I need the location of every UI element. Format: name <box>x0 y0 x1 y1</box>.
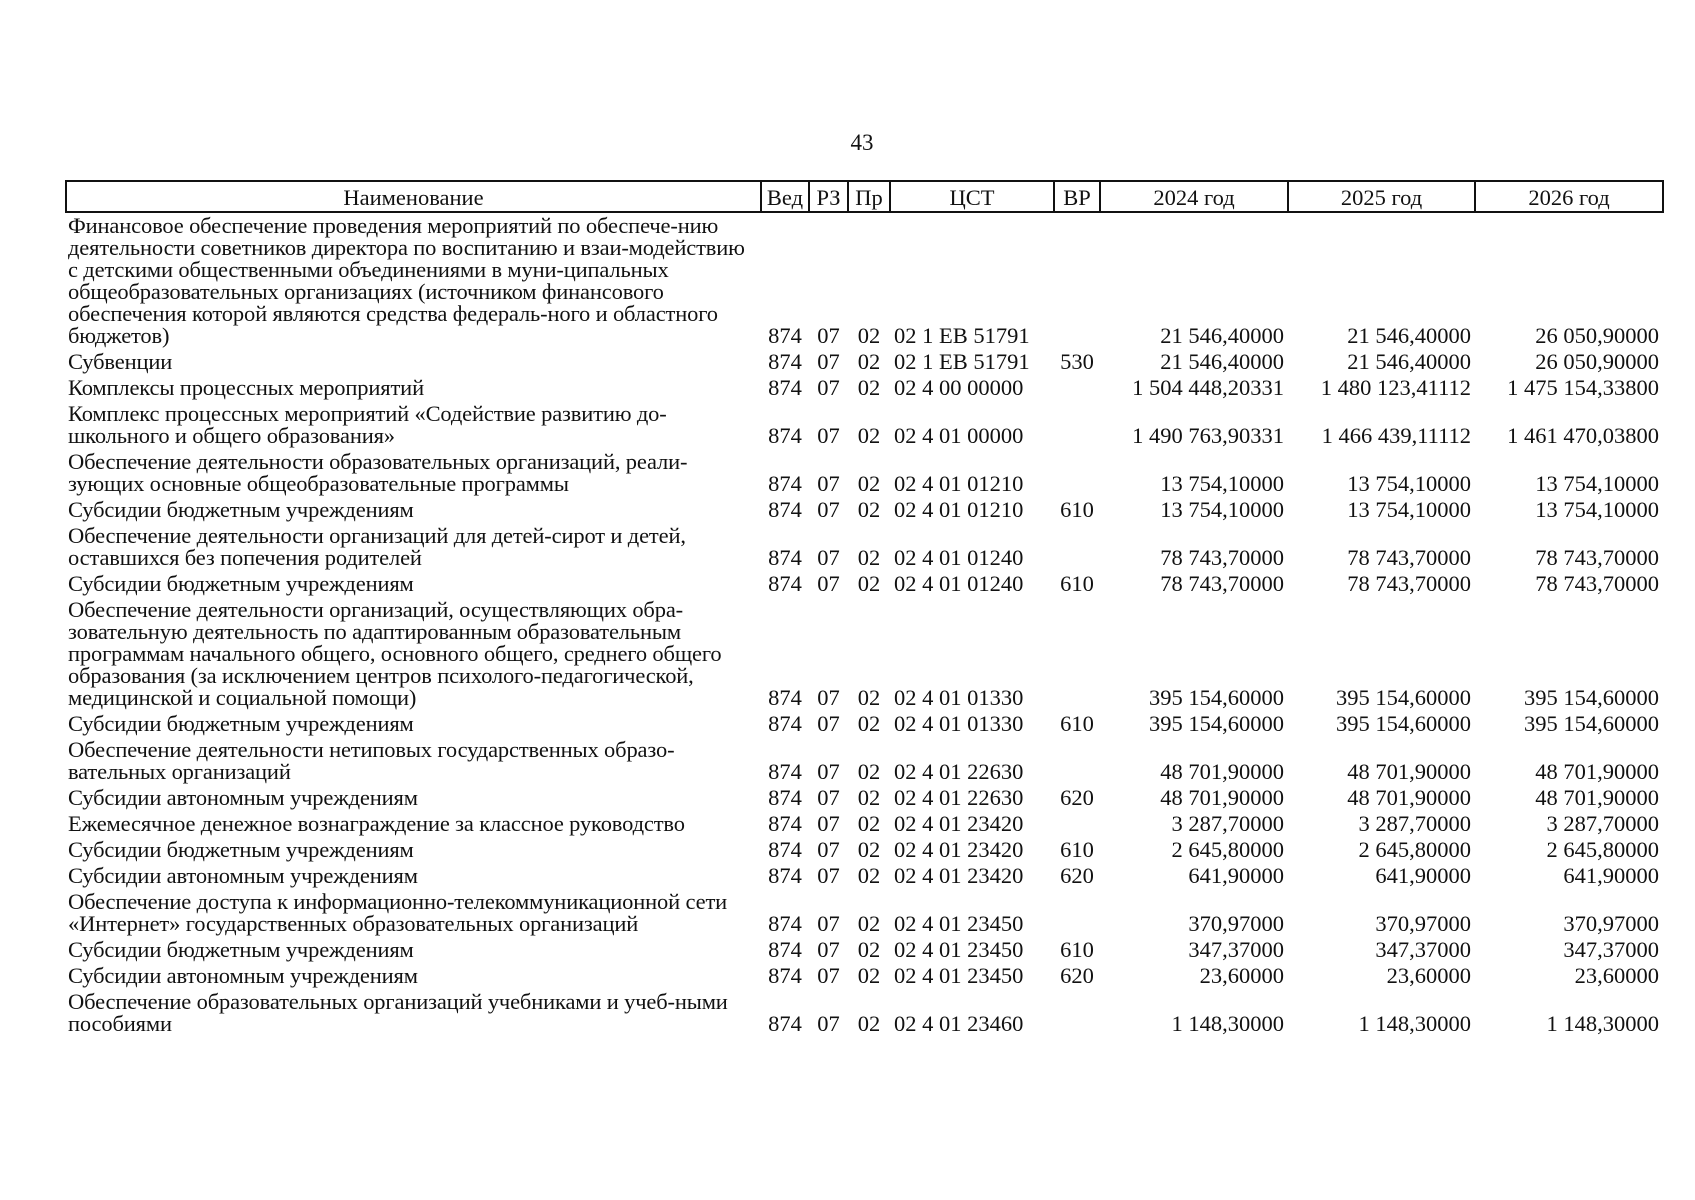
row-value-2025: 21 546,40000 <box>1347 349 1471 374</box>
row-value-2025: 48 701,90000 <box>1347 759 1471 784</box>
row-ved: 874 <box>768 711 802 736</box>
row-pr: 02 <box>857 1011 881 1036</box>
row-ved: 874 <box>768 423 802 448</box>
row-rz: 07 <box>817 375 840 400</box>
row-value-2026: 26 050,90000 <box>1535 323 1659 348</box>
row-ved: 874 <box>768 375 802 400</box>
budget-table <box>65 180 1664 1037</box>
row-cst: 02 4 01 01210 <box>894 497 1024 522</box>
row-value-2025: 78 743,70000 <box>1347 545 1471 570</box>
row-cst: 02 4 01 22630 <box>894 785 1024 810</box>
row-vr <box>1054 737 1100 785</box>
row-value-2026: 1 148,30000 <box>1546 1011 1659 1036</box>
row-rz: 07 <box>817 685 840 710</box>
row-value-2025: 347,37000 <box>1375 937 1471 962</box>
row-value-2025: 21 546,40000 <box>1347 323 1471 348</box>
row-cst: 02 4 01 23450 <box>894 937 1024 962</box>
row-cst: 02 4 01 01330 <box>894 685 1024 710</box>
row-pr: 02 <box>857 349 881 374</box>
row-ved: 874 <box>768 471 802 496</box>
row-name: Субсидии бюджетным учреждениям <box>68 937 414 962</box>
row-name: Обеспечение деятельности организаций, осуществляющих обра-зовательную деятельность по адаптированным образовательным программам начального общего, основного общего, среднего общего образования (за исключением центров психолого-педагогической, медицинской и социальной помощи) <box>68 597 722 710</box>
row-value-2026: 78 743,70000 <box>1535 545 1659 570</box>
row-name: Обеспечение доступа к информационно-телекоммуникационной сети «Интернет» государственных образовательных организаций <box>68 889 728 936</box>
row-vr: 610 <box>1060 711 1094 736</box>
row-cst: 02 4 01 01240 <box>894 571 1024 596</box>
row-value-2024: 21 546,40000 <box>1160 349 1284 374</box>
row-ved: 874 <box>768 571 802 596</box>
row-value-2025: 78 743,70000 <box>1347 571 1471 596</box>
row-cst: 02 4 01 23450 <box>894 911 1024 936</box>
row-name: Обеспечение деятельности нетиповых государственных образо-вательных организаций <box>68 737 675 784</box>
row-value-2025: 395 154,60000 <box>1336 711 1471 736</box>
row-name: Финансовое обеспечение проведения мероприятий по обеспече-нию деятельности советников директора по воспитанию и взаи-модействию с детскими общественными объединениями в муни-ципальных общеобразовательных организациях (источником финансового обеспечения которой являются средства федераль-ного и областного бюджетов) <box>68 213 745 348</box>
row-pr: 02 <box>857 545 881 570</box>
row-rz: 07 <box>817 423 840 448</box>
row-cst: 02 1 EВ 51791 <box>894 349 1030 374</box>
row-value-2025: 13 754,10000 <box>1347 471 1471 496</box>
row-vr <box>1054 811 1100 837</box>
row-pr: 02 <box>857 711 881 736</box>
row-rz: 07 <box>817 349 840 374</box>
table-body <box>66 212 1663 1037</box>
table-row <box>66 889 1663 937</box>
table-row <box>66 523 1663 571</box>
row-value-2024: 370,97000 <box>1188 911 1284 936</box>
row-ved: 874 <box>768 545 802 570</box>
row-value-2026: 26 050,90000 <box>1535 349 1659 374</box>
row-pr: 02 <box>857 471 881 496</box>
row-pr: 02 <box>857 863 881 888</box>
row-value-2024: 641,90000 <box>1188 863 1284 888</box>
row-value-2024: 3 287,70000 <box>1171 811 1284 836</box>
row-rz: 07 <box>817 545 840 570</box>
row-vr <box>1054 523 1100 571</box>
row-value-2024: 48 701,90000 <box>1160 785 1284 810</box>
row-value-2024: 78 743,70000 <box>1160 571 1284 596</box>
row-value-2026: 347,37000 <box>1563 937 1659 962</box>
row-value-2025: 3 287,70000 <box>1358 811 1471 836</box>
table-row <box>66 737 1663 785</box>
header-rz: РЗ <box>809 181 848 212</box>
row-value-2024: 13 754,10000 <box>1160 471 1284 496</box>
row-vr <box>1054 889 1100 937</box>
row-value-2026: 48 701,90000 <box>1535 785 1659 810</box>
row-vr: 530 <box>1060 349 1094 374</box>
row-rz: 07 <box>817 711 840 736</box>
table-row <box>66 837 1663 863</box>
row-pr: 02 <box>857 685 881 710</box>
row-pr: 02 <box>857 571 881 596</box>
row-value-2026: 395 154,60000 <box>1524 685 1659 710</box>
row-name: Обеспечение образовательных организаций учебниками и учеб-ными пособиями <box>68 989 728 1036</box>
row-value-2024: 347,37000 <box>1188 937 1284 962</box>
row-pr: 02 <box>857 323 881 348</box>
row-rz: 07 <box>817 937 840 962</box>
row-vr <box>1054 449 1100 497</box>
row-vr <box>1054 375 1100 401</box>
row-value-2024: 1 490 763,90331 <box>1132 423 1284 448</box>
row-cst: 02 4 01 01330 <box>894 711 1024 736</box>
header-pr: Пр <box>848 181 890 212</box>
row-rz: 07 <box>817 497 840 522</box>
table-header <box>66 181 1663 212</box>
table-row <box>66 571 1663 597</box>
row-pr: 02 <box>857 785 881 810</box>
row-name: Комплексы процессных мероприятий <box>68 375 424 400</box>
row-ved: 874 <box>768 937 802 962</box>
row-value-2026: 395 154,60000 <box>1524 711 1659 736</box>
table-row <box>66 597 1663 711</box>
row-pr: 02 <box>857 423 881 448</box>
row-cst: 02 4 01 01240 <box>894 545 1024 570</box>
row-value-2025: 370,97000 <box>1375 911 1471 936</box>
row-cst: 02 1 EВ 51791 <box>894 323 1030 348</box>
row-name: Субсидии бюджетным учреждениям <box>68 497 414 522</box>
row-vr: 620 <box>1060 963 1094 988</box>
row-value-2024: 395 154,60000 <box>1149 685 1284 710</box>
row-value-2025: 2 645,80000 <box>1358 837 1471 862</box>
row-vr <box>1054 989 1100 1037</box>
row-ved: 874 <box>768 963 802 988</box>
row-name: Субсидии бюджетным учреждениям <box>68 571 414 596</box>
row-cst: 02 4 01 23460 <box>894 1011 1024 1036</box>
row-name: Субсидии автономным учреждениям <box>68 863 418 888</box>
row-ved: 874 <box>768 497 802 522</box>
row-value-2025: 48 701,90000 <box>1347 785 1471 810</box>
table-row <box>66 449 1663 497</box>
row-rz: 07 <box>817 571 840 596</box>
row-cst: 02 4 01 00000 <box>894 423 1024 448</box>
table-row <box>66 989 1663 1037</box>
row-rz: 07 <box>817 471 840 496</box>
row-ved: 874 <box>768 863 802 888</box>
table-row <box>66 963 1663 989</box>
row-cst: 02 4 01 23450 <box>894 963 1024 988</box>
table-row <box>66 497 1663 523</box>
row-value-2025: 23,60000 <box>1386 963 1471 988</box>
row-cst: 02 4 00 00000 <box>894 375 1024 400</box>
row-rz: 07 <box>817 1011 840 1036</box>
row-rz: 07 <box>817 811 840 836</box>
row-pr: 02 <box>857 963 881 988</box>
row-value-2025: 641,90000 <box>1375 863 1471 888</box>
row-pr: 02 <box>857 911 881 936</box>
row-value-2025: 1 148,30000 <box>1358 1011 1471 1036</box>
row-ved: 874 <box>768 837 802 862</box>
row-cst: 02 4 01 22630 <box>894 759 1024 784</box>
row-pr: 02 <box>857 497 881 522</box>
row-value-2026: 13 754,10000 <box>1535 471 1659 496</box>
row-cst: 02 4 01 23420 <box>894 837 1024 862</box>
row-cst: 02 4 01 01210 <box>894 471 1024 496</box>
row-value-2026: 1 461 470,03800 <box>1507 423 1659 448</box>
row-name: Субсидии автономным учреждениям <box>68 963 418 988</box>
row-rz: 07 <box>817 963 840 988</box>
row-name: Обеспечение деятельности образовательных организаций, реали-зующих основные общеобразовательные программы <box>68 449 688 496</box>
row-vr: 610 <box>1060 937 1094 962</box>
row-value-2024: 1 148,30000 <box>1171 1011 1284 1036</box>
row-value-2025: 395 154,60000 <box>1336 685 1471 710</box>
row-pr: 02 <box>857 837 881 862</box>
row-rz: 07 <box>817 323 840 348</box>
row-vr: 620 <box>1060 863 1094 888</box>
row-value-2026: 1 475 154,33800 <box>1507 375 1659 400</box>
row-value-2026: 13 754,10000 <box>1535 497 1659 522</box>
table-row <box>66 375 1663 401</box>
row-ved: 874 <box>768 323 802 348</box>
row-pr: 02 <box>857 811 881 836</box>
row-name: Субсидии бюджетным учреждениям <box>68 837 414 862</box>
row-rz: 07 <box>817 837 840 862</box>
row-name: Комплекс процессных мероприятий «Содействие развитию до-школьного и общего образования» <box>68 401 667 448</box>
table-row <box>66 811 1663 837</box>
row-name: Субвенции <box>68 349 173 374</box>
row-value-2026: 370,97000 <box>1563 911 1659 936</box>
header-name: Наименование <box>66 181 761 212</box>
row-value-2024: 395 154,60000 <box>1149 711 1284 736</box>
row-pr: 02 <box>857 937 881 962</box>
row-rz: 07 <box>817 863 840 888</box>
row-vr: 610 <box>1060 571 1094 596</box>
header-cst: ЦСТ <box>890 181 1054 212</box>
table-row <box>66 937 1663 963</box>
row-value-2024: 2 645,80000 <box>1171 837 1284 862</box>
row-value-2025: 13 754,10000 <box>1347 497 1471 522</box>
row-value-2026: 2 645,80000 <box>1546 837 1659 862</box>
header-2026: 2026 год <box>1475 181 1663 212</box>
row-name: Обеспечение деятельности организаций для детей-сирот и детей, оставшихся без попечения родителей <box>68 523 686 570</box>
row-rz: 07 <box>817 785 840 810</box>
row-value-2026: 3 287,70000 <box>1546 811 1659 836</box>
row-vr: 610 <box>1060 837 1094 862</box>
header-ved: Вед <box>761 181 809 212</box>
header-2024: 2024 год <box>1100 181 1288 212</box>
row-vr: 620 <box>1060 785 1094 810</box>
row-ved: 874 <box>768 785 802 810</box>
row-value-2026: 48 701,90000 <box>1535 759 1659 784</box>
row-value-2024: 13 754,10000 <box>1160 497 1284 522</box>
row-pr: 02 <box>857 759 881 784</box>
row-value-2025: 1 480 123,41112 <box>1320 375 1471 400</box>
row-cst: 02 4 01 23420 <box>894 811 1024 836</box>
row-value-2024: 23,60000 <box>1199 963 1284 988</box>
row-rz: 07 <box>817 759 840 784</box>
row-vr <box>1054 401 1100 449</box>
table-row <box>66 212 1663 349</box>
table-row <box>66 349 1663 375</box>
header-2025: 2025 год <box>1288 181 1475 212</box>
table-row <box>66 863 1663 889</box>
row-value-2024: 21 546,40000 <box>1160 323 1284 348</box>
row-vr: 610 <box>1060 497 1094 522</box>
row-value-2026: 23,60000 <box>1574 963 1659 988</box>
row-vr <box>1054 212 1100 349</box>
row-ved: 874 <box>768 811 802 836</box>
page-number: 43 <box>850 130 874 155</box>
row-pr: 02 <box>857 375 881 400</box>
row-name: Субсидии автономным учреждениям <box>68 785 418 810</box>
row-value-2024: 48 701,90000 <box>1160 759 1284 784</box>
row-cst: 02 4 01 23420 <box>894 863 1024 888</box>
row-ved: 874 <box>768 759 802 784</box>
row-value-2025: 1 466 439,11112 <box>1321 423 1471 448</box>
row-ved: 874 <box>768 911 802 936</box>
row-value-2026: 78 743,70000 <box>1535 571 1659 596</box>
table-row <box>66 785 1663 811</box>
row-value-2026: 641,90000 <box>1563 863 1659 888</box>
row-value-2024: 78 743,70000 <box>1160 545 1284 570</box>
row-ved: 874 <box>768 685 802 710</box>
table-row <box>66 711 1663 737</box>
header-row <box>66 181 1663 212</box>
row-vr <box>1054 597 1100 711</box>
row-rz: 07 <box>817 911 840 936</box>
row-ved: 874 <box>768 1011 802 1036</box>
row-name: Субсидии бюджетным учреждениям <box>68 711 414 736</box>
row-value-2024: 1 504 448,20331 <box>1132 375 1284 400</box>
row-name: Ежемесячное денежное вознаграждение за классное руководство <box>68 811 685 836</box>
row-ved: 874 <box>768 349 802 374</box>
table-row <box>66 401 1663 449</box>
header-vr: ВР <box>1054 181 1100 212</box>
